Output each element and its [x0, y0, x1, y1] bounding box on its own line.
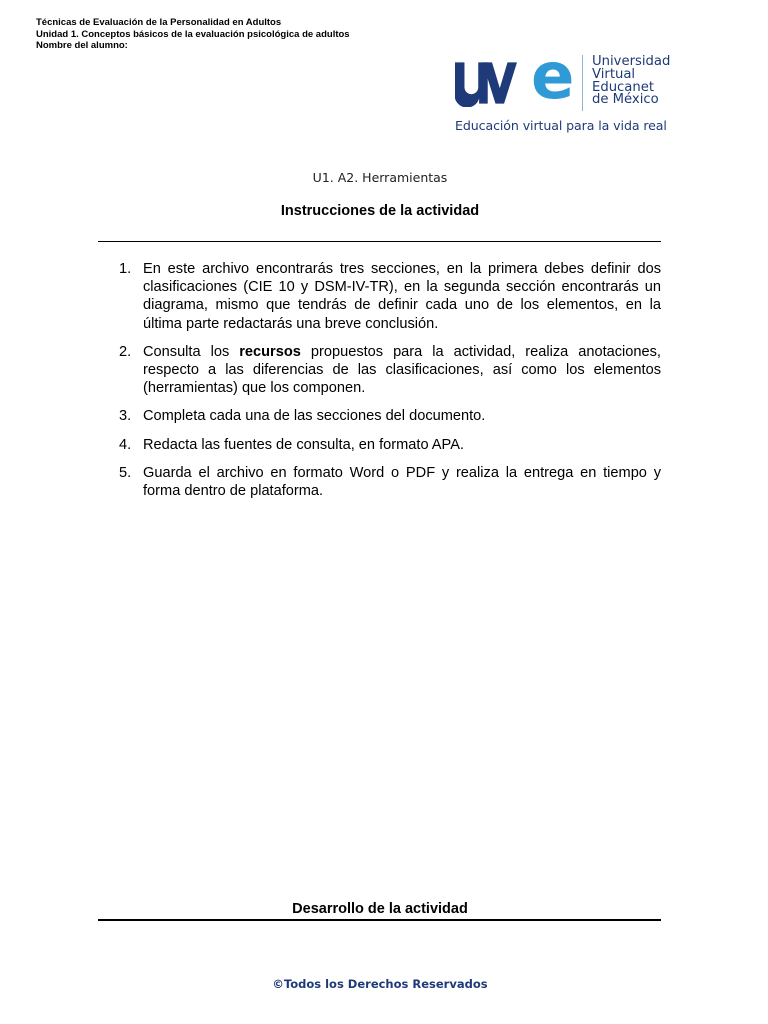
uve-mark-uv — [455, 59, 517, 107]
instruction-item — [98, 343, 661, 398]
student-name-label: Nombre del alumno: — [36, 40, 128, 51]
item-text: propuestos para la actividad, realiza anotaciones, respecto a las diferencias de las clasificaciones, así como los elementos (herramientas) que los componen. — [143, 343, 661, 397]
divider — [98, 919, 661, 921]
item-text-bold: recursos — [239, 343, 301, 360]
item-text: En este archivo encontrarás tres secciones, en la primera debes definir dos clasificaciones (CIE 10 y DSM-IV-TR), en la segunda sección encontrarás un diagrama, mismo que tendrás de definir cada uno de los elementos, en la última parte redactarás una breve conclusión. — [143, 261, 661, 332]
copyright-footer: ©Todos los Derechos Reservados — [272, 977, 488, 991]
activity-code: U1. A2. Herramientas — [312, 170, 448, 185]
document-header — [36, 17, 350, 52]
logo-tagline: Educación virtual para la vida real — [455, 118, 667, 133]
item-number: 3. — [119, 408, 132, 425]
instruction-item — [98, 260, 661, 333]
university-name-line: Universidad — [592, 54, 671, 69]
item-number: 5. — [119, 464, 132, 481]
university-name — [592, 56, 670, 107]
instructions-list — [98, 260, 661, 510]
instruction-item — [98, 464, 661, 500]
unit-title: Unidad 1. Conceptos básicos de la evaluación psicológica de adultos — [36, 28, 350, 40]
item-number: 2. — [119, 343, 132, 360]
item-text: Guarda el archivo en formato Word o PDF y realiza la entrega en tiempo y forma dentro de plataforma. — [143, 464, 661, 500]
item-text: Completa cada una de las secciones del documento. — [143, 408, 486, 425]
item-text: Redacta las fuentes de consulta, en formato APA. — [143, 436, 464, 453]
item-number: 4. — [119, 436, 132, 453]
university-name-line: Educanet — [592, 79, 655, 95]
uve-logo — [455, 40, 671, 138]
instructions-title: Instrucciones de la actividad — [280, 203, 480, 219]
divider — [98, 241, 661, 242]
item-number: 1. — [119, 261, 132, 277]
course-title: Técnicas de Evaluación de la Personalidad en Adultos — [36, 17, 282, 28]
logo-divider — [582, 55, 583, 111]
instruction-item — [98, 436, 661, 454]
development-title: Desarrollo de la actividad — [292, 901, 468, 917]
university-name-line: Virtual — [592, 66, 636, 82]
instruction-item — [98, 407, 661, 425]
item-text: Consulta los — [143, 343, 240, 360]
uve-mark-e: e — [531, 40, 575, 114]
university-name-line: de México — [592, 92, 659, 108]
